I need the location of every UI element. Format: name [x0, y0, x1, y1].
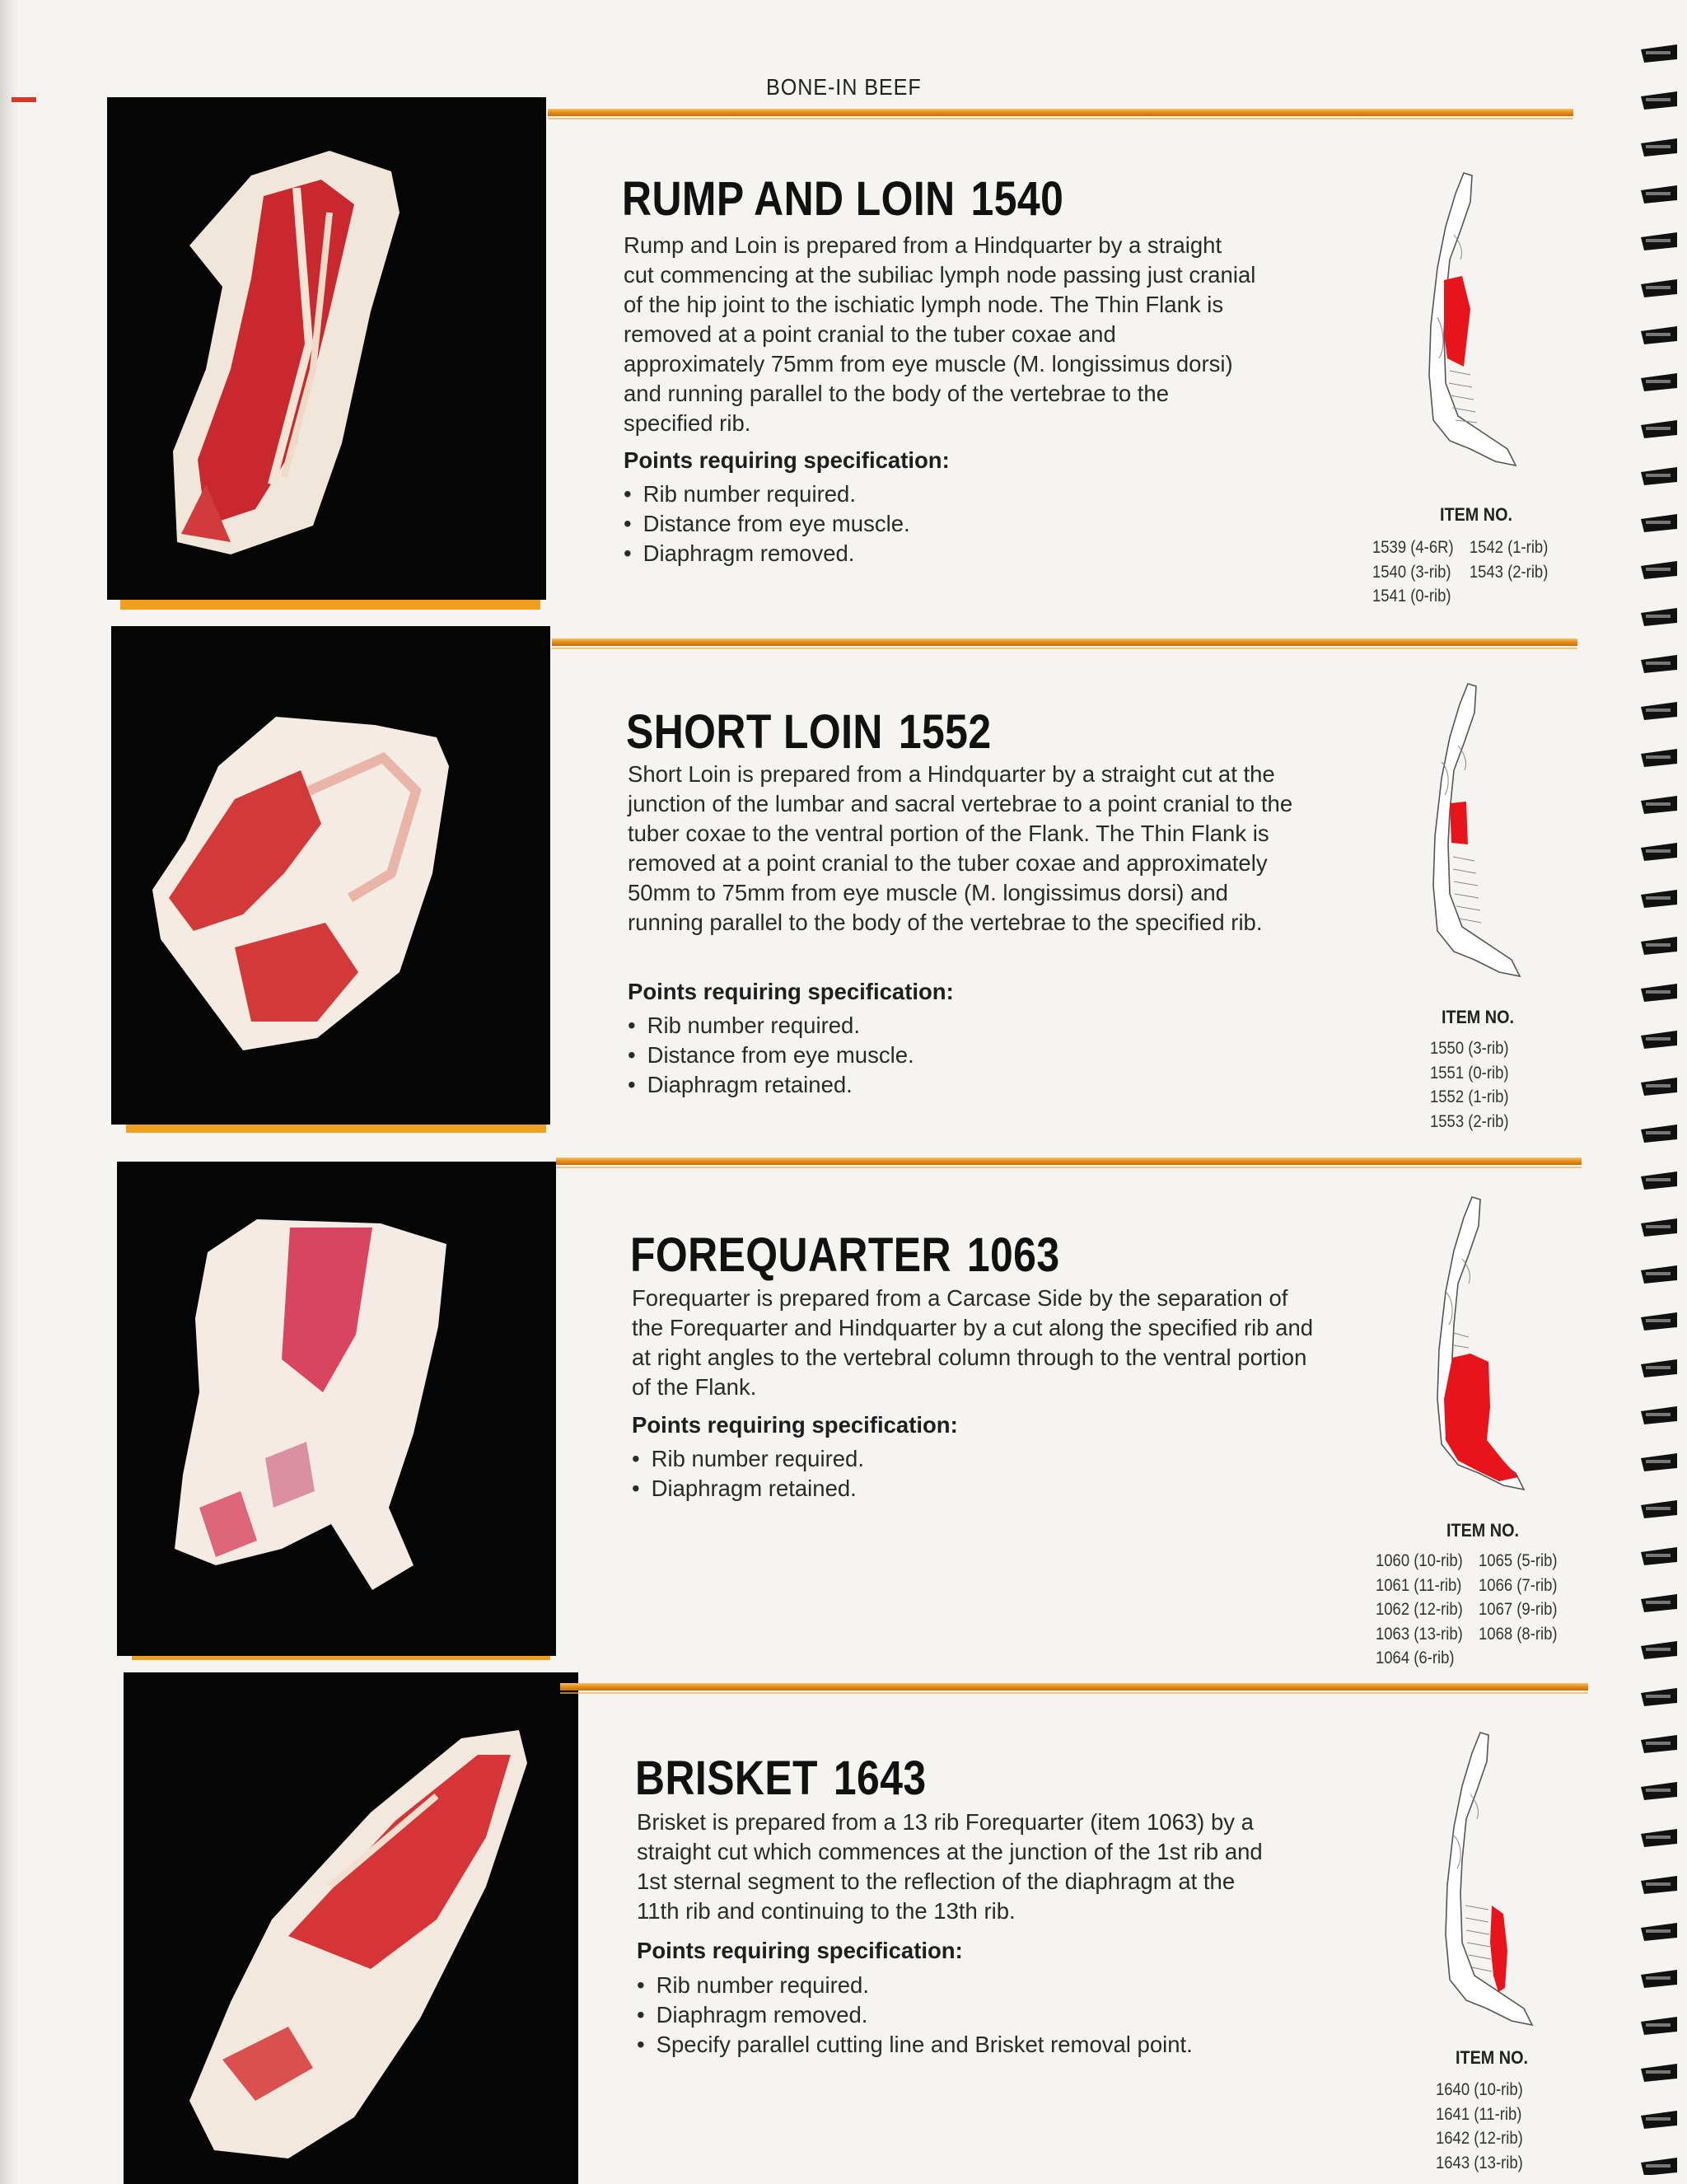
point-item: • Distance from eye muscle.: [628, 1041, 914, 1070]
item-number: 1541 (0-rib): [1372, 587, 1451, 606]
item-number: 1640 (10-rib): [1436, 2080, 1523, 2099]
point-item: • Specify parallel cutting line and Brisket removal point.: [637, 2030, 1193, 2060]
cut-number: 1540: [970, 172, 1064, 226]
cut-description: Forequarter is prepared from a Carcase Side by the separation of the Forequarter and Hindquarter by a cut along the specified rib and at right angles to the vertebral column through to the ventral portion of the Flank.: [632, 1285, 1314, 1400]
spiral-coil-highlight: [1646, 1601, 1671, 1604]
spiral-coil-highlight: [1646, 990, 1671, 994]
meat-photo-brisket: [124, 1672, 578, 2184]
short-loin-image: [111, 626, 550, 1125]
spiral-coil-highlight: [1646, 568, 1671, 571]
spiral-coil-highlight: [1646, 1882, 1671, 1886]
point-item: • Distance from eye muscle.: [624, 509, 910, 539]
item-number: 1641 (11-rib): [1436, 2104, 1522, 2124]
item-number: 1067 (9-rib): [1479, 1600, 1558, 1619]
point-item: • Rib number required.: [624, 479, 910, 509]
spiral-coil-highlight: [1646, 2023, 1671, 2027]
cut-name: SHORT LOIN: [626, 705, 883, 759]
point-item: • Diaphragm removed.: [637, 2000, 1193, 2030]
spiral-coil-highlight: [1646, 2164, 1671, 2168]
carcass-diagram-forequarter: [1421, 1193, 1544, 1494]
section-rule: [556, 1157, 1582, 1165]
spiral-coil-highlight: [1646, 1178, 1671, 1181]
item-number: 1066 (7-rib): [1479, 1575, 1558, 1595]
item-number: 1553 (2-rib): [1430, 1111, 1509, 1131]
spiral-coil-highlight: [1646, 1225, 1671, 1228]
spiral-coil-highlight: [1646, 1695, 1671, 1698]
point-item: • Rib number required.: [628, 1011, 914, 1041]
spiral-coil-highlight: [1646, 1366, 1671, 1369]
meat-photo-short-loin: [111, 626, 550, 1125]
spiral-coil-highlight: [1646, 943, 1671, 947]
cut-description: Short Loin is prepared from a Hindquarter by a straight cut at the junction of the lumbar and sacral vertebrae to a point cranial to the tuber coxae to the ventral portion of the Flank. The Thin Flank is removed at a point cranial to the tuber coxae and approximately 50mm to 75mm from eye muscle (M. longissimus dorsi) and running parallel to the body of the vertebrae to the specified rib.: [628, 761, 1293, 935]
spiral-coil-highlight: [1646, 662, 1671, 665]
spiral-coil-highlight: [1646, 615, 1671, 618]
page-header: BONE-IN BEEF: [766, 74, 922, 100]
item-numbers: [1430, 1036, 1521, 1134]
point-item: • Rib number required.: [637, 1971, 1193, 2000]
item-column: [1430, 1036, 1509, 1134]
item-no-label: ITEM NO.: [1446, 1520, 1520, 1541]
item-number: 1064 (6-rib): [1376, 1649, 1455, 1667]
spiral-coil-highlight: [1646, 145, 1671, 148]
point-item: • Diaphragm retained.: [628, 1070, 914, 1100]
points-heading: Points requiring specification:: [632, 1412, 958, 1438]
spiral-coil-highlight: [1646, 427, 1671, 430]
item-number: 1642 (12-rib): [1436, 2129, 1523, 2148]
points-list: [632, 1444, 864, 1504]
item-column: [1470, 535, 1549, 584]
spiral-coil-highlight: [1646, 1319, 1671, 1322]
spiral-coil-highlight: [1646, 802, 1671, 806]
spiral-coil-highlight: [1646, 1554, 1671, 1557]
item-number: 1063 (13-rib): [1376, 1624, 1463, 1644]
points-list: [628, 1011, 914, 1100]
item-numbers: [1436, 2078, 1535, 2175]
spiral-coil-highlight: [1646, 239, 1671, 242]
spiral-coil-highlight: [1646, 192, 1671, 195]
item-column: [1372, 535, 1454, 609]
item-number: 1539 (4-6R): [1372, 538, 1454, 557]
spiral-coil-highlight: [1646, 521, 1671, 524]
cut-title: [626, 704, 992, 760]
item-number: 1543 (2-rib): [1469, 562, 1549, 582]
item-numbers: [1372, 535, 1559, 609]
spiral-coil-highlight: [1646, 333, 1671, 336]
cut-name: BRISKET: [635, 1751, 818, 1805]
item-no-label: ITEM NO.: [1456, 2047, 1529, 2068]
item-number: 1542 (1-rib): [1469, 538, 1549, 557]
item-column: [1479, 1549, 1558, 1646]
spiral-coil-highlight: [1646, 896, 1671, 900]
spiral-coil-highlight: [1646, 1929, 1671, 1933]
spiral-coil-highlight: [1646, 709, 1671, 712]
meat-photo-forequarter: [117, 1162, 556, 1656]
spiral-coil-highlight: [1646, 51, 1671, 54]
spiral-coil-highlight: [1646, 755, 1671, 759]
item-number: 1061 (11-rib): [1376, 1575, 1462, 1595]
brisket-image: [124, 1672, 578, 2184]
spiral-coil-highlight: [1646, 1789, 1671, 1792]
spiral-coil-highlight: [1646, 1131, 1671, 1134]
points-heading: Points requiring specification:: [637, 1938, 963, 1963]
item-column: [1376, 1549, 1463, 1671]
spiral-coil-highlight: [1646, 1413, 1671, 1416]
spiral-coil-highlight: [1646, 2070, 1671, 2074]
cut-name: FOREQUARTER: [630, 1228, 951, 1282]
item-no-label: ITEM NO.: [1440, 504, 1513, 525]
spiral-coil-highlight: [1646, 380, 1671, 383]
spiral-coil-highlight: [1646, 1507, 1671, 1510]
cut-number: 1643: [833, 1751, 927, 1805]
spiral-coil-highlight: [1646, 1742, 1671, 1745]
point-item: • Diaphragm removed.: [624, 539, 910, 568]
cut-title: [635, 1751, 927, 1806]
section-rule: [560, 1683, 1588, 1691]
points-heading: Points requiring specification:: [624, 447, 950, 473]
points-heading: Points requiring specification:: [628, 979, 954, 1004]
item-number: 1068 (8-rib): [1479, 1624, 1558, 1644]
spiral-coil-highlight: [1646, 1272, 1671, 1275]
spiral-coil-highlight: [1646, 1084, 1671, 1087]
carcass-diagram-brisket: [1429, 1728, 1553, 2029]
cut-number: 1552: [898, 705, 992, 759]
spiral-coil-highlight: [1646, 849, 1671, 853]
spiral-coil-highlight: [1646, 1648, 1671, 1651]
spiral-coil-highlight: [1646, 1836, 1671, 1839]
spiral-coil-highlight: [1646, 1460, 1671, 1463]
point-item: • Diaphragm retained.: [632, 1474, 864, 1504]
item-column: [1436, 2078, 1523, 2175]
spiral-coil-highlight: [1646, 98, 1671, 101]
cut-description: Rump and Loin is prepared from a Hindquarter by a straight cut commencing at the subiliac lymph node passing just cranial of the hip joint to the ischiatic lymph node. The Thin Flank is removed at a point cranial to the tuber coxae and approximately 75mm from eye muscle (M. longissimus dorsi) and running parallel to the body of the vertebrae to the specified rib.: [624, 232, 1256, 436]
carcass-diagram-short-loin: [1417, 680, 1540, 980]
item-number: 1551 (0-rib): [1430, 1063, 1509, 1083]
spiral-coil-highlight: [1646, 1976, 1671, 1980]
item-number: 1552 (1-rib): [1430, 1087, 1509, 1106]
spiral-coil-highlight: [1646, 2117, 1671, 2121]
item-number: 1550 (3-rib): [1430, 1039, 1509, 1058]
points-list: [637, 1971, 1193, 2060]
spiral-coil-highlight: [1646, 1037, 1671, 1041]
cut-name: RUMP AND LOIN: [622, 172, 956, 226]
item-numbers: [1376, 1549, 1569, 1671]
forequarter-image: [117, 1162, 556, 1656]
item-number: 1062 (12-rib): [1376, 1600, 1463, 1619]
item-number: 1060 (10-rib): [1376, 1551, 1463, 1570]
item-number: 1540 (3-rib): [1372, 562, 1451, 582]
cut-number: 1063: [966, 1228, 1060, 1282]
cut-title: [630, 1228, 1060, 1283]
section-rule: [552, 638, 1577, 646]
item-no-label: ITEM NO.: [1442, 1007, 1515, 1027]
item-number: 1643 (13-rib): [1436, 2153, 1523, 2172]
item-number: 1065 (5-rib): [1479, 1551, 1558, 1570]
cut-description: Brisket is prepared from a 13 rib Forequarter (item 1063) by a straight cut which commences at the junction of the 1st rib and 1st sternal segment to the reflection of the diaphragm at the 11th rib and continuing to the 13th rib.: [637, 1809, 1263, 1924]
point-item: • Rib number required.: [632, 1444, 864, 1474]
spiral-coil-highlight: [1646, 474, 1671, 477]
spiral-coil-highlight: [1646, 286, 1671, 289]
spiral-binding: [1638, 33, 1687, 2175]
